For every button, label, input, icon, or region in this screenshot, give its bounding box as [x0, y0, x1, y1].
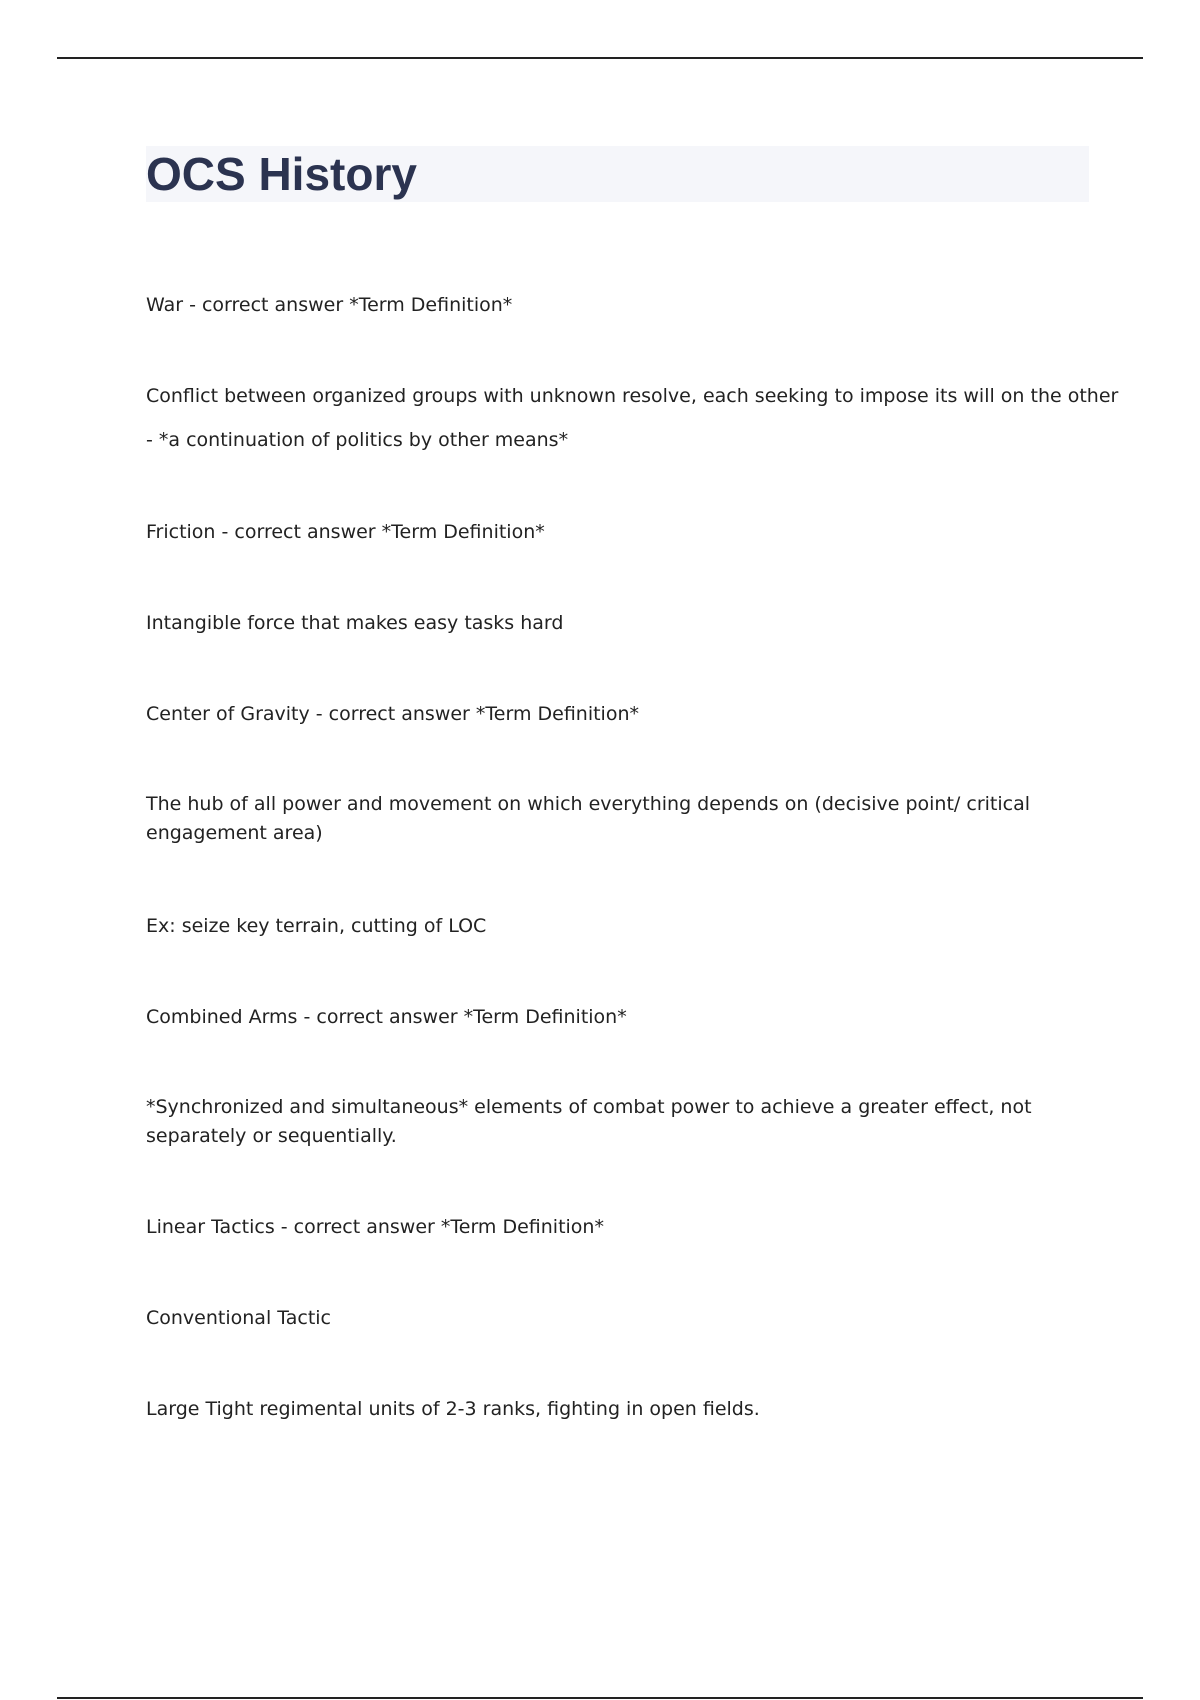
- definition-combined-arms: *Synchronized and simultaneous* elements of combat power to achieve a greater effect, not separately or sequentially.: [146, 1096, 1032, 1147]
- document-title: OCS History: [146, 148, 417, 200]
- term-combined-arms: Combined Arms - correct answer *Term Definition*: [146, 1006, 627, 1028]
- definition-war-note: - *a continuation of politics by other means*: [146, 429, 569, 451]
- term-friction: Friction - correct answer *Term Definition*: [146, 521, 545, 543]
- example-center-of-gravity: Ex: seize key terrain, cutting of LOC: [146, 915, 487, 937]
- footer-rule: [57, 1697, 1143, 1699]
- definition-linear-tactics: Conventional Tactic: [146, 1307, 331, 1329]
- header-rule: [57, 57, 1143, 59]
- term-war: War - correct answer *Term Definition*: [146, 294, 513, 316]
- definition-friction: Intangible force that makes easy tasks hard: [146, 612, 564, 634]
- term-center-of-gravity: Center of Gravity - correct answer *Term Definition*: [146, 703, 639, 725]
- term-linear-tactics: Linear Tactics - correct answer *Term Definition*: [146, 1216, 604, 1238]
- definition-war: Conflict between organized groups with unknown resolve, each seeking to impose its will on the other: [146, 385, 1119, 407]
- definition-center-of-gravity: The hub of all power and movement on which everything depends on (decisive point/ critical engagement area): [146, 793, 1031, 844]
- detail-linear-tactics: Large Tight regimental units of 2-3 ranks, fighting in open fields.: [146, 1398, 760, 1420]
